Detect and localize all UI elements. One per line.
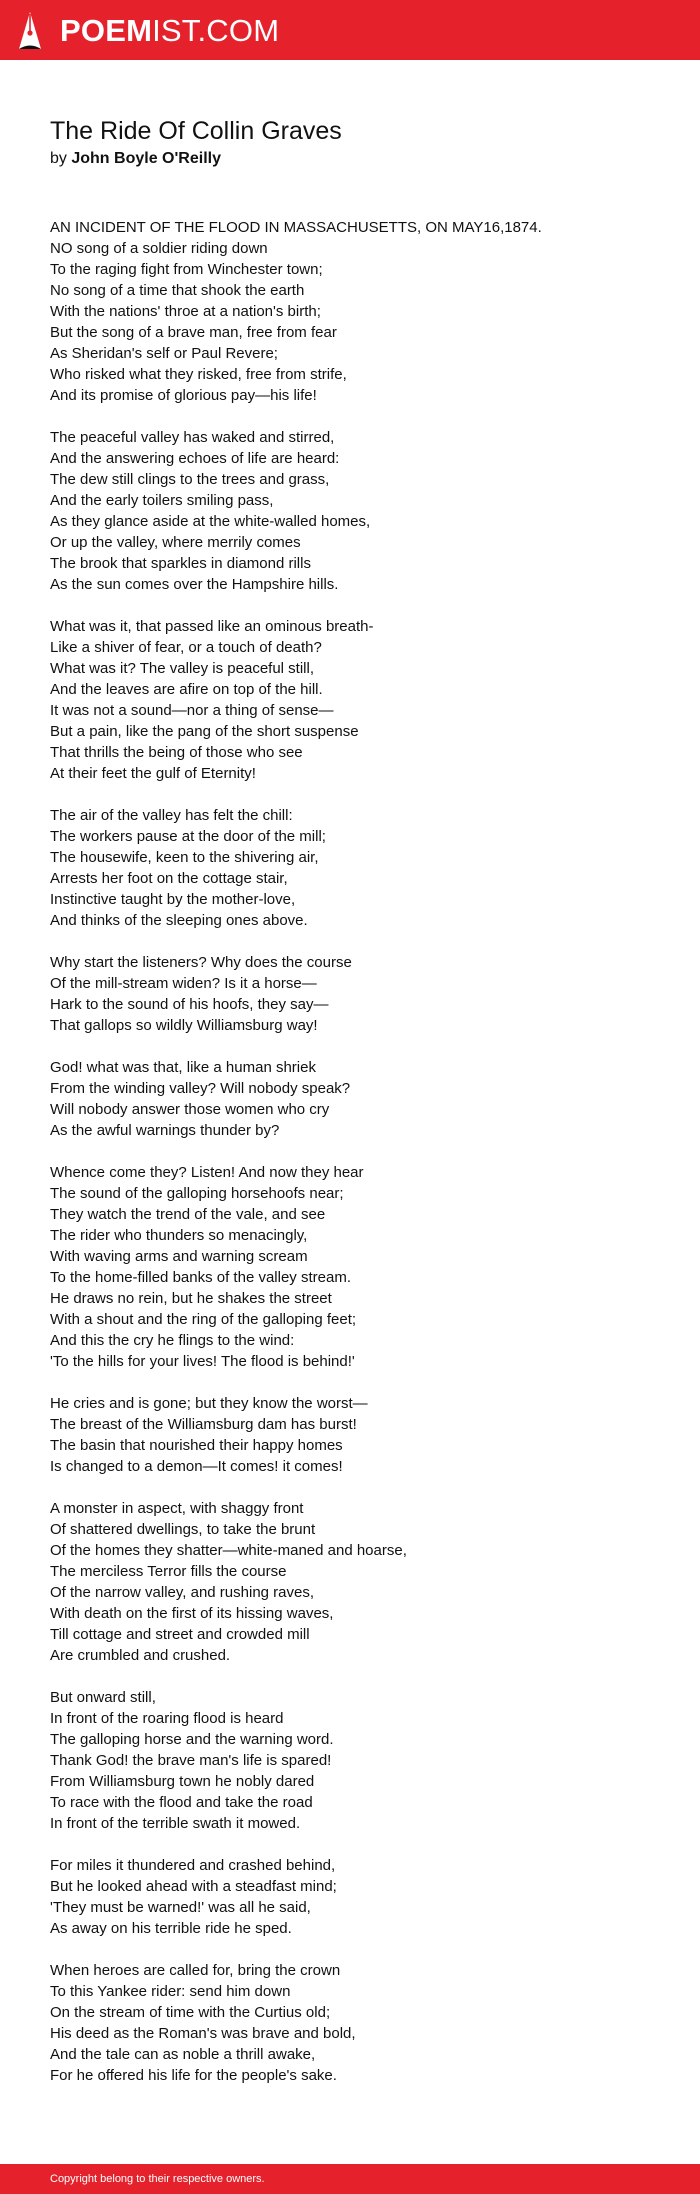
poem-line: 'They must be warned!' was all he said,	[50, 1899, 311, 1916]
poem-line: As the awful warnings thunder by?	[50, 1122, 280, 1139]
poem-line: What was it, that passed like an ominous breath-	[50, 618, 374, 635]
copyright-text: Copyright belong to their respective owners.	[50, 2173, 265, 2185]
poem-line: The workers pause at the door of the mill;	[50, 828, 326, 845]
poem-line: Thank God! the brave man's life is spared!	[50, 1752, 332, 1769]
poem-line: But he looked ahead with a steadfast mind;	[50, 1878, 337, 1895]
poem-line: At their feet the gulf of Eternity!	[50, 765, 256, 782]
poem-line: The air of the valley has felt the chill:	[50, 807, 293, 824]
poem-line: AN INCIDENT OF THE FLOOD IN MASSACHUSETTS, ON MAY16,1874.	[50, 219, 542, 236]
poem-line: He cries and is gone; but they know the worst—	[50, 1395, 368, 1412]
poem-line: For miles it thundered and crashed behind,	[50, 1857, 336, 1874]
poem-stanza	[50, 805, 670, 931]
poem-line: Who risked what they risked, free from strife,	[50, 366, 347, 383]
poem-line: The housewife, keen to the shivering air,	[50, 849, 319, 866]
poem-line: To the home-filled banks of the valley stream.	[50, 1269, 351, 1286]
poem-line: With death on the first of its hissing waves,	[50, 1605, 334, 1622]
poem-line: 'To the hills for your lives! The flood is behind!'	[50, 1353, 355, 1370]
poem-line: NO song of a soldier riding down	[50, 240, 268, 257]
poem-line: But a pain, like the pang of the short suspense	[50, 723, 359, 740]
poem-line: As away on his terrible ride he sped.	[50, 1920, 292, 1937]
poem-line: Of the homes they shatter—white-maned and hoarse,	[50, 1542, 407, 1559]
poem-line: That gallops so wildly Williamsburg way!	[50, 1017, 318, 1034]
poem-line: As the sun comes over the Hampshire hills.	[50, 576, 339, 593]
poem-line: From Williamsburg town he nobly dared	[50, 1773, 315, 1790]
poem-line: And thinks of the sleeping ones above.	[50, 912, 308, 929]
poem-line: Arrests her foot on the cottage stair,	[50, 870, 288, 887]
poem-line: And its promise of glorious pay—his life!	[50, 387, 317, 404]
by-label: by	[50, 150, 67, 167]
poem-line: When heroes are called for, bring the crown	[50, 1962, 341, 1979]
poem-line: The peaceful valley has waked and stirred,	[50, 429, 335, 446]
poem-line: Till cottage and street and crowded mill	[50, 1626, 310, 1643]
poem-line: He draws no rein, but he shakes the street	[50, 1290, 332, 1307]
poem-stanza	[50, 616, 670, 784]
poem-line: With a shout and the ring of the galloping feet;	[50, 1311, 357, 1328]
poem-line: For he offered his life for the people's sake.	[50, 2067, 337, 2084]
poem-stanza	[50, 1162, 670, 1372]
poem-line: That thrills the being of those who see	[50, 744, 303, 761]
poem-title: The Ride Of Collin Graves	[50, 117, 342, 145]
poem-line: The breast of the Williamsburg dam has burst!	[50, 1416, 357, 1433]
poem-line: In front of the terrible swath it mowed.	[50, 1815, 301, 1832]
poem-line: His deed as the Roman's was brave and bold,	[50, 2025, 356, 2042]
poem-stanza	[50, 952, 670, 1036]
poem-body	[50, 217, 670, 2107]
poem-line: And the tale can as noble a thrill awake,	[50, 2046, 316, 2063]
poem-line: With waving arms and warning scream	[50, 1248, 308, 1265]
poem-line: In front of the roaring flood is heard	[50, 1710, 284, 1727]
byline	[50, 148, 221, 170]
poem-stanza	[50, 1498, 670, 1666]
poem-line: The galloping horse and the warning word.	[50, 1731, 334, 1748]
poem-stanza	[50, 217, 670, 406]
site-header	[0, 0, 700, 60]
site-logo-link[interactable]	[60, 11, 279, 51]
poem-line: God! what was that, like a human shriek	[50, 1059, 316, 1076]
poem-line: Or up the valley, where merrily comes	[50, 534, 301, 551]
poem-line: The sound of the galloping horsehoofs near;	[50, 1185, 344, 1202]
poem-line: The dew still clings to the trees and grass,	[50, 471, 330, 488]
poem-line: As Sheridan's self or Paul Revere;	[50, 345, 278, 362]
poem-line: But the song of a brave man, free from fear	[50, 324, 337, 341]
poem-stanza	[50, 1057, 670, 1141]
poem-line: To the raging fight from Winchester town;	[50, 261, 323, 278]
poem-line: And the answering echoes of life are heard:	[50, 450, 340, 467]
poem-line: The brook that sparkles in diamond rills	[50, 555, 311, 572]
poem-line: As they glance aside at the white-walled homes,	[50, 513, 371, 530]
site-footer	[0, 2164, 700, 2194]
poem-line: Instinctive taught by the mother-love,	[50, 891, 296, 908]
pen-nib-icon[interactable]	[17, 11, 43, 51]
poem-line: Whence come they? Listen! And now they hear	[50, 1164, 364, 1181]
poem-line: From the winding valley? Will nobody speak?	[50, 1080, 351, 1097]
poem-line: On the stream of time with the Curtius old;	[50, 2004, 331, 2021]
logo-rest-text: IST.COM	[152, 13, 280, 48]
poem-line: Will nobody answer those women who cry	[50, 1101, 330, 1118]
poem-line: But onward still,	[50, 1689, 156, 1706]
poem-line: No song of a time that shook the earth	[50, 282, 305, 299]
poem-line: Of the mill-stream widen? Is it a horse—	[50, 975, 317, 992]
poem-line: Is changed to a demon—It comes! it comes!	[50, 1458, 343, 1475]
poem-stanza	[50, 1960, 670, 2086]
poem-line: Why start the listeners? Why does the course	[50, 954, 352, 971]
poem-line: Of shattered dwellings, to take the brunt	[50, 1521, 316, 1538]
logo-bold-text: POEM	[60, 13, 153, 48]
poem-line: They watch the trend of the vale, and see	[50, 1206, 326, 1223]
poem-stanza	[50, 1393, 670, 1477]
poem-stanza	[50, 427, 670, 595]
poem-line: Hark to the sound of his hoofs, they say—	[50, 996, 329, 1013]
poem-line: What was it? The valley is peaceful still,	[50, 660, 315, 677]
poem-line: The merciless Terror fills the course	[50, 1563, 287, 1580]
poem-stanza	[50, 1687, 670, 1834]
poem-line: Are crumbled and crushed.	[50, 1647, 231, 1664]
poem-line: With the nations' throe at a nation's birth;	[50, 303, 321, 320]
author-link[interactable]: John Boyle O'Reilly	[71, 150, 221, 167]
poem-line: It was not a sound—nor a thing of sense—	[50, 702, 334, 719]
poem-line: And the leaves are afire on top of the hill.	[50, 681, 323, 698]
poem-line: Of the narrow valley, and rushing raves,	[50, 1584, 315, 1601]
poem-stanza	[50, 1855, 670, 1939]
poem-line: And the early toilers smiling pass,	[50, 492, 274, 509]
poem-line: And this the cry he flings to the wind:	[50, 1332, 295, 1349]
poem-line: To this Yankee rider: send him down	[50, 1983, 291, 2000]
poem-line: The rider who thunders so menacingly,	[50, 1227, 308, 1244]
poem-line: To race with the flood and take the road	[50, 1794, 313, 1811]
poem-line: Like a shiver of fear, or a touch of death?	[50, 639, 322, 656]
poem-line: A monster in aspect, with shaggy front	[50, 1500, 304, 1517]
poem-line: The basin that nourished their happy homes	[50, 1437, 343, 1454]
